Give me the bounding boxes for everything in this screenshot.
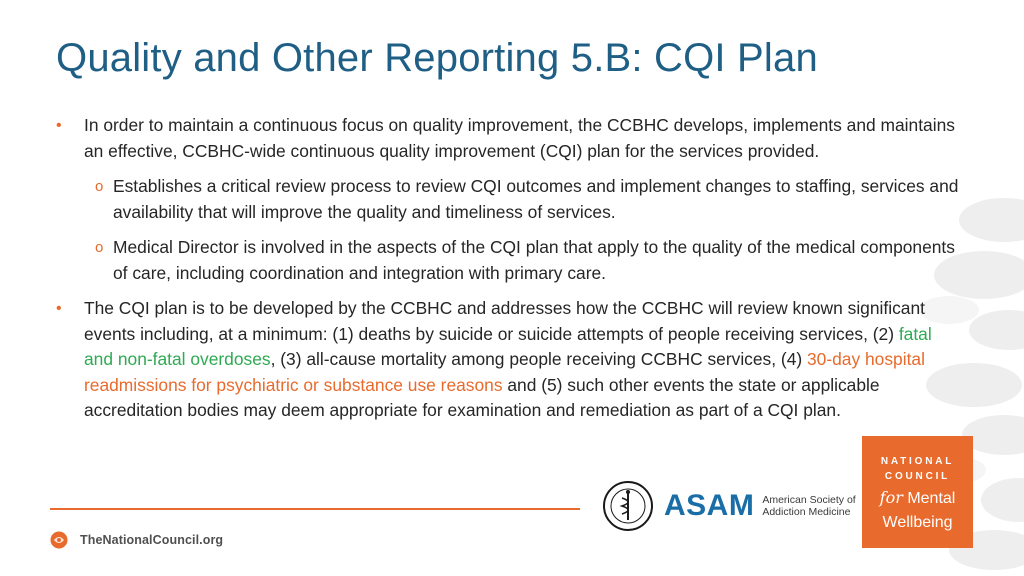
highlight-readmissions: 30-day hospital readmissions for psychiatric or substance use reasons [84, 349, 925, 395]
sub-bullet-item [90, 174, 961, 225]
bullet-text-part: , (3) all-cause mortality among people receiving CCBHC services, (4) [270, 349, 807, 369]
nc-line-national: NATIONAL [880, 456, 955, 467]
national-council-logo [862, 436, 973, 548]
footer-divider [50, 508, 580, 510]
footer-branding [50, 531, 223, 549]
bullet-item [56, 296, 961, 424]
highlight-overdoses: fatal and non-fatal overdoses [84, 323, 932, 369]
nc-for: for [879, 488, 903, 507]
bullet-marker: • [56, 300, 62, 317]
sub-bullet-marker: o [95, 178, 104, 195]
bullet-text-part: The CQI plan is to be developed by the CCBHC and addresses how the CCBHC will review known significant events including, at a minimum: (1) deaths by suicide or suicide attempts of people receiving services, (2) [84, 298, 925, 344]
asam-fullname-line2: Addiction Medicine [762, 506, 851, 518]
asam-fullname [762, 494, 855, 518]
sub-bullet-item [90, 235, 961, 286]
page-title: Quality and Other Reporting 5.B: CQI Plan [56, 36, 818, 80]
nc-line-wellbeing: Wellbeing [882, 514, 953, 531]
asam-fullname-line1: American Society of [762, 494, 856, 506]
nc-line-council: COUNCIL [884, 471, 951, 482]
footer-website: TheNationalCouncil.org [80, 533, 224, 547]
bullet-list [56, 113, 961, 424]
sub-bullet-text: Medical Director is involved in the aspects of the CQI plan that apply to the quality of the medical components of care, including coordination and integration with primary care. [113, 237, 955, 283]
nc-line-for-mental [862, 488, 973, 509]
asam-seal-icon [602, 480, 654, 532]
national-council-logo-icon [50, 531, 68, 549]
bullet-text [84, 298, 932, 420]
bullet-item [56, 113, 961, 164]
bullet-marker: • [56, 117, 62, 134]
asam-logo [602, 480, 856, 532]
sub-bullet-marker: o [95, 239, 104, 256]
bullet-text: In order to maintain a continuous focus on quality improvement, the CCBHC develops, implements and maintains an effective, CCBHC-wide continuous quality improvement (CQI) plan for the services provided. [84, 115, 955, 161]
sub-bullet-text: Establishes a critical review process to review CQI outcomes and implement changes to staffing, services and availability that will improve the quality and timeliness of services. [113, 176, 959, 222]
bullet-text-part: and (5) such other events the state or applicable accreditation bodies may deem appropriate for examination and remediation as part of a CQI plan. [84, 374, 880, 420]
nc-mental: Mental [907, 490, 956, 507]
asam-wordmark: ASAM [664, 489, 755, 522]
